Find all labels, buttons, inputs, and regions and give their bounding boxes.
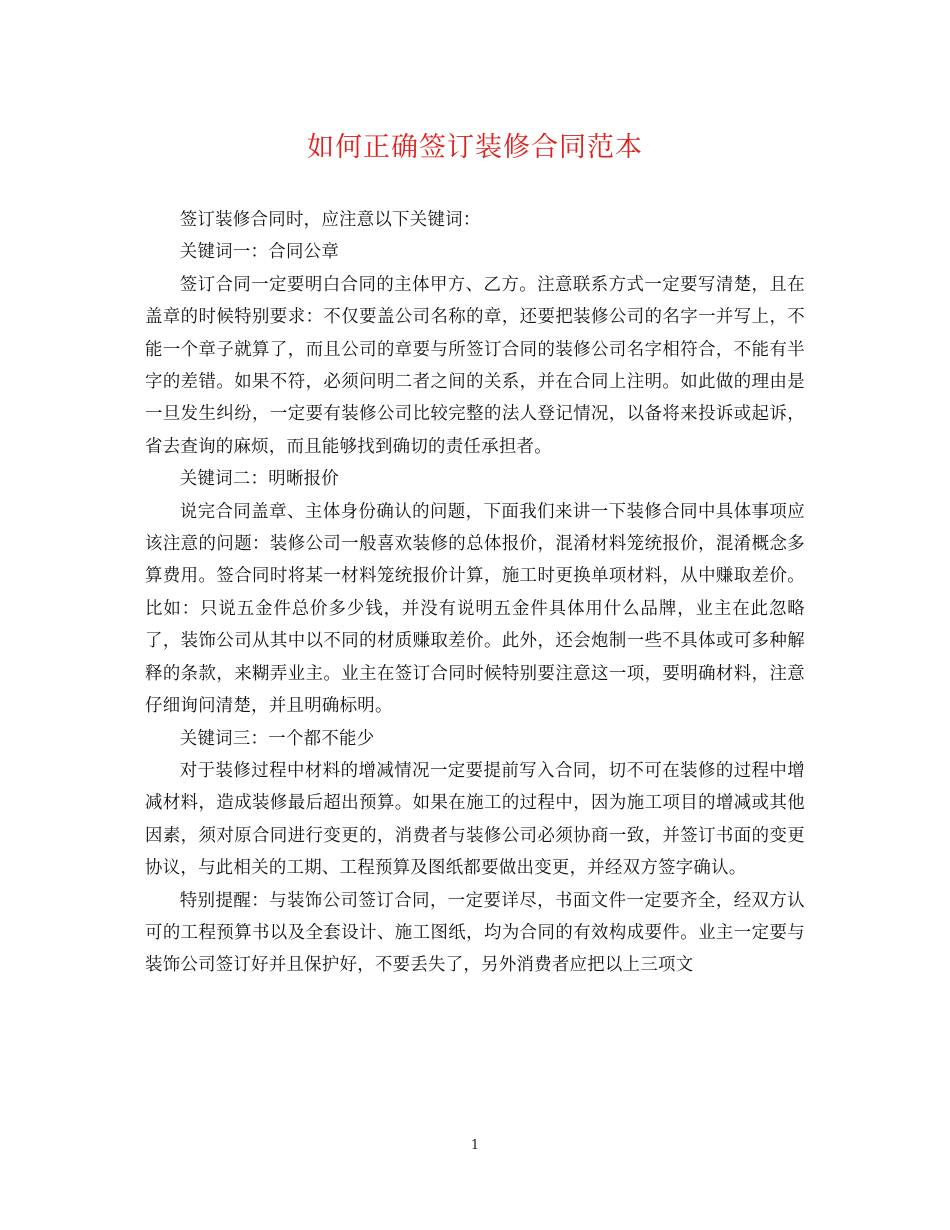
keyword-paragraph-1: 签订合同一定要明白合同的主体甲方、乙方。注意联系方式一定要写清楚，且在盖章的时候特别要求：不仅要盖公司名称的章，还要把装修公司的名字一并写上，不能一个章子就算了，而且公司的章要与所签订合同的装修公司名字相符合，不能有半字的差错。如果不符，必须问明二者之间的关系，并在合同上注明。如此做的理由是一旦发生纠纷，一定要有装修公司比较完整的法人登记情况，以备将来投诉或起诉，省去查询的麻烦，而且能够找到确切的责任承担者。 — [145, 274, 805, 457]
document-body — [145, 204, 805, 982]
keyword-heading-3: 关键词三：一个都不能少 — [179, 728, 375, 749]
keyword-paragraph-3: 对于装修过程中材料的增减情况一定要提前写入合同，切不可在装修的过程中增减材料，造成装修最后超出预算。如果在施工的过程中，因为施工项目的增减或其他因素，须对原合同进行变更的，消费者与装修公司必须协商一致，并签订书面的变更协议，与此相关的工期、工程预算及图纸都要做出变更，并经双方签字确认。 — [145, 760, 805, 879]
keyword-heading-1: 关键词一：合同公章 — [179, 242, 340, 263]
special-reminder-paragraph: 特别提醒：与装饰公司签订合同，一定要详尽，书面文件一定要齐全，经双方认可的工程预算书以及全套设计、施工图纸，均为合同的有效构成要件。业主一定要与装饰公司签订好并且保护好，不要丢失了，另外消费者应把以上三项文 — [145, 890, 805, 976]
intro-paragraph: 签订装修合同时，应注意以下关键词： — [179, 210, 481, 230]
page-number: 1 — [470, 1138, 480, 1153]
keyword-paragraph-2: 说完合同盖章、主体身份确认的问题，下面我们来讲一下装修合同中具体事项应该注意的问题：装修公司一般喜欢装修的总体报价，混淆材料笼统报价，混淆概念多算费用。签合同时将某一材料笼统报价计算，施工时更换单项材料，从中赚取差价。比如：只说五金件总价多少钱，并没有说明五金件具体用什么品牌，业主在此忽略了，装饰公司从其中以不同的材质赚取差价。此外，还会炮制一些不具体或可多种解释的条款，来糊弄业主。业主在签订合同时候特别要注意这一项，要明确材料，注意仔细询问清楚，并且明确标明。 — [145, 501, 805, 717]
keyword-heading-2: 关键词二：明晰报价 — [179, 469, 340, 490]
document-title: 如何正确签订装修合同范本 — [307, 132, 643, 163]
